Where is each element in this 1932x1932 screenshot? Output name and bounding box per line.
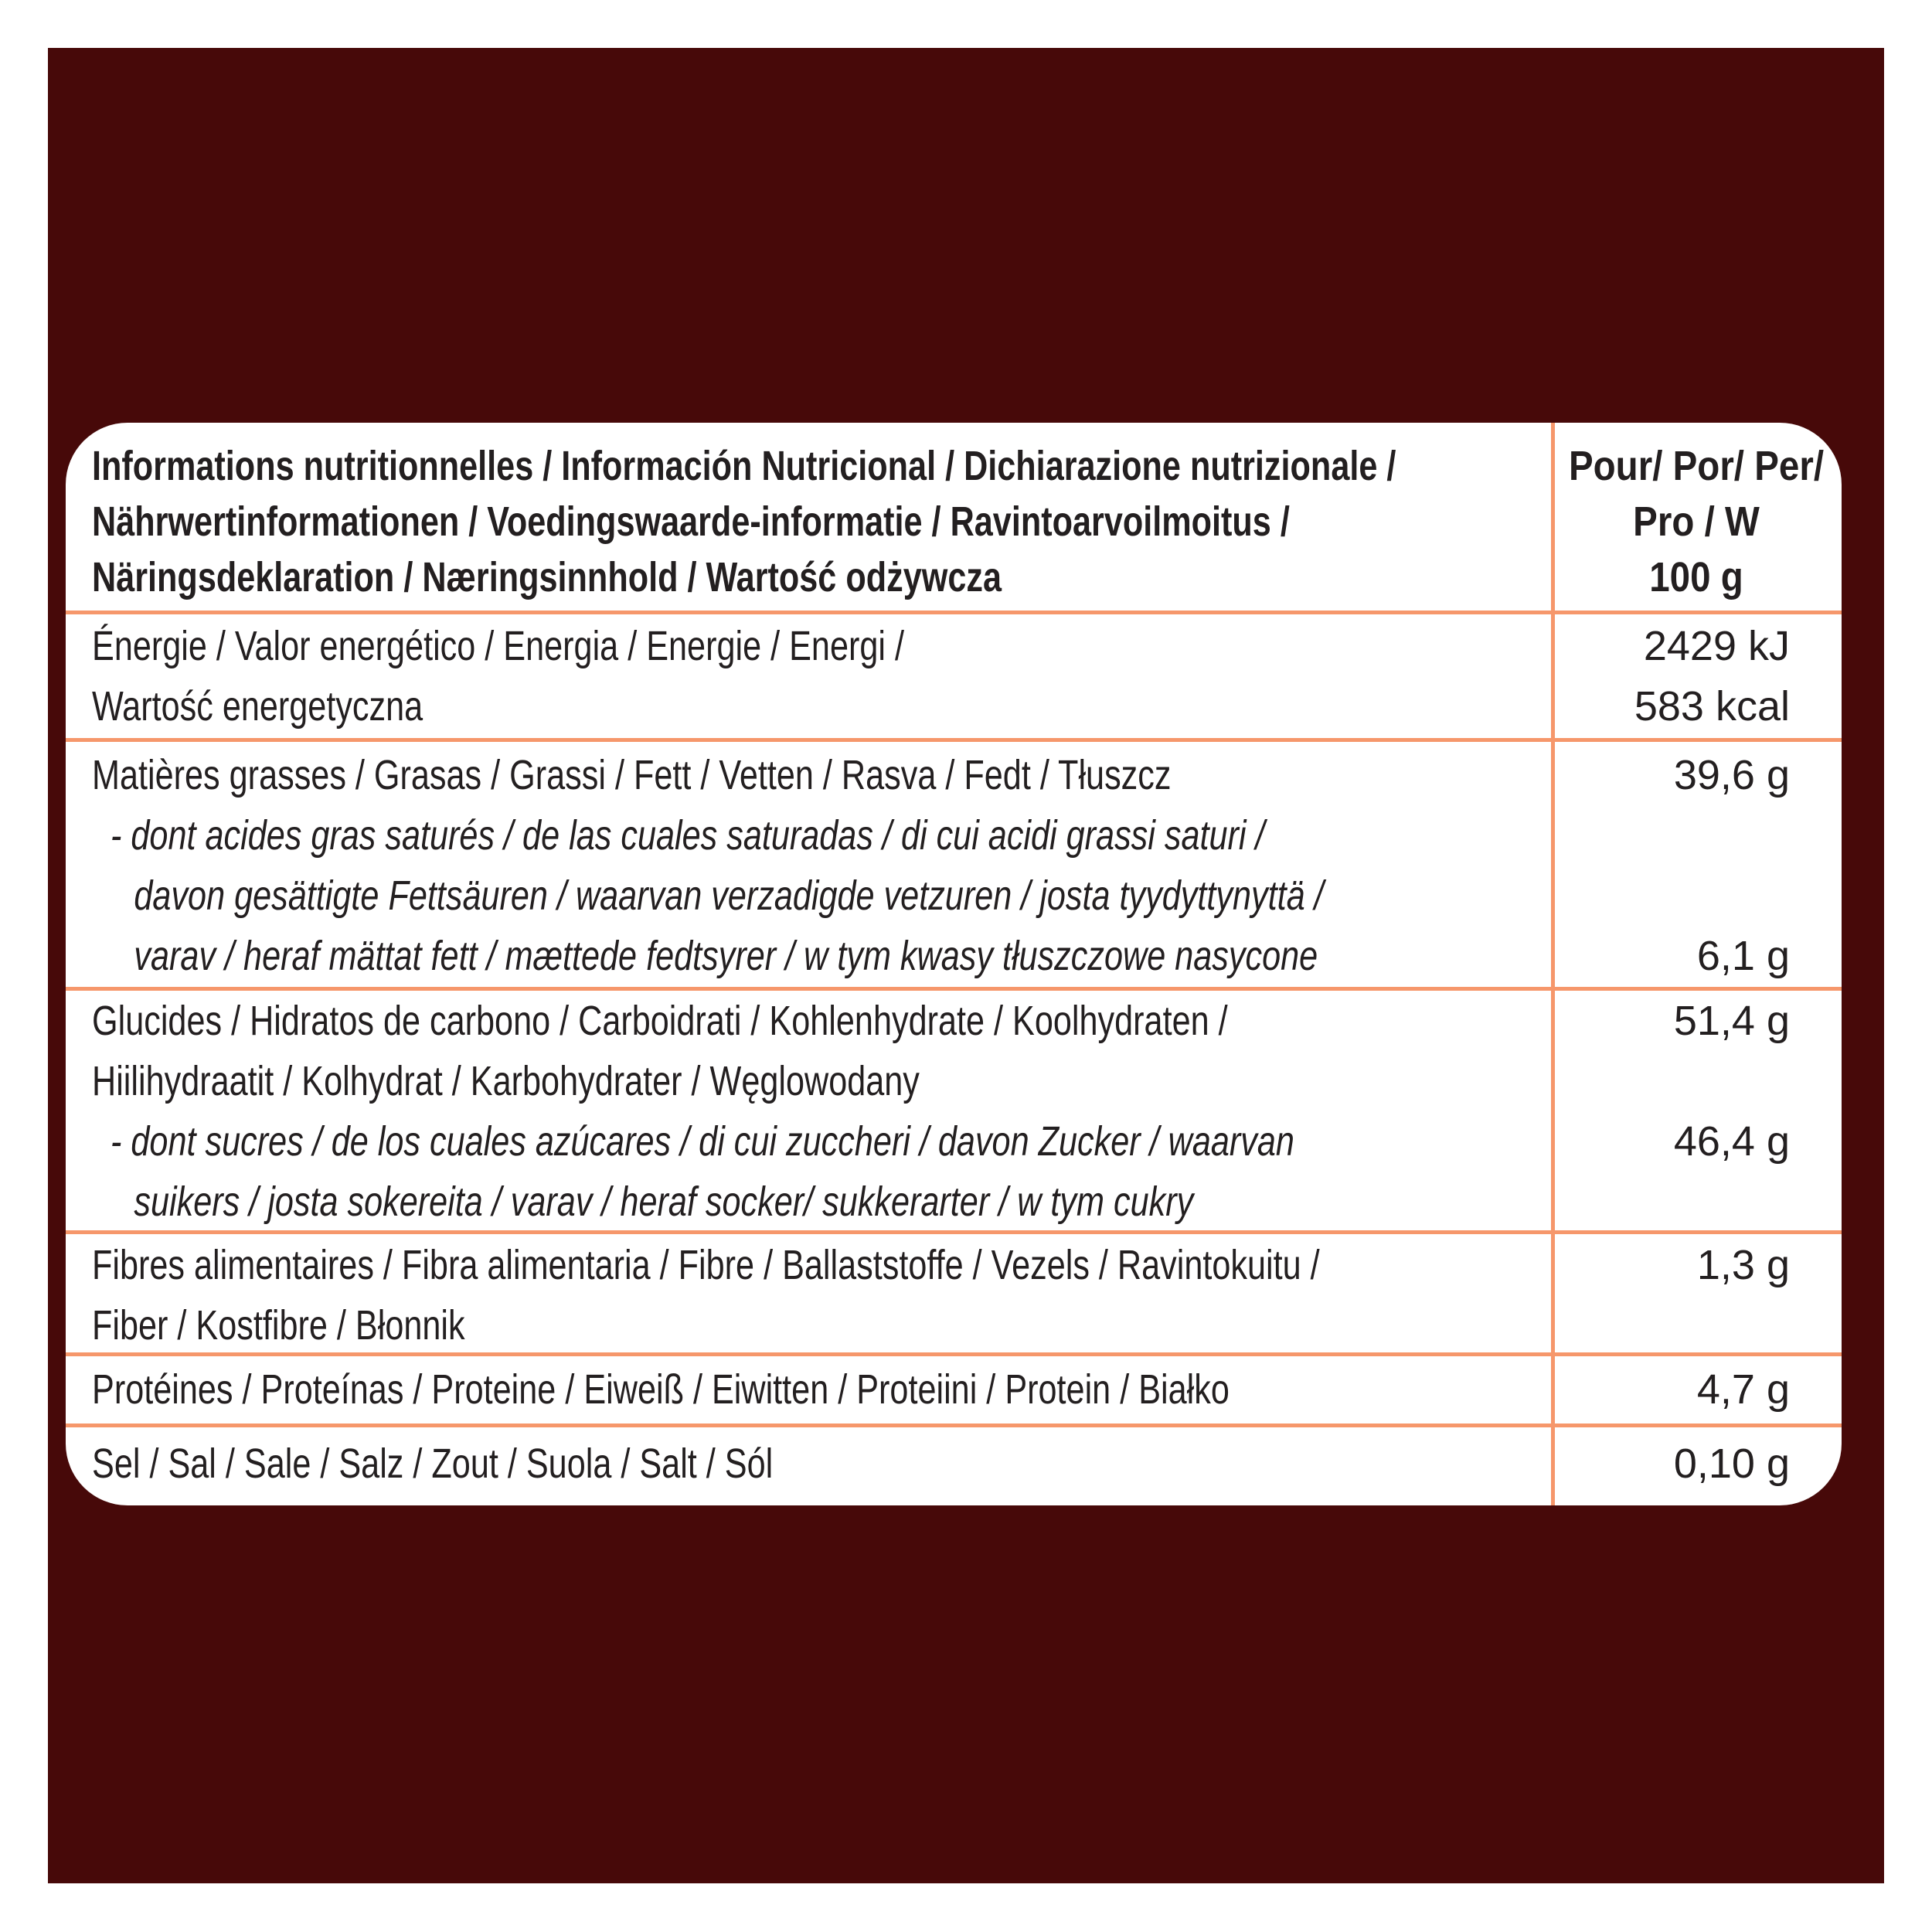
salt-value-cell	[1551, 1434, 1842, 1505]
fiber-value: 1,3 g	[1696, 1242, 1790, 1288]
carbohydrate-label-line-1: Glucides / Hidratos de carbono / Carboidrati / Kohlenhydrate / Koolhydraten /	[92, 998, 1228, 1044]
header-per-100g-lines	[1569, 438, 1825, 605]
salt-label-line-1: Sel / Sal / Sale / Salz / Zout / Suola / Salt / Sól	[92, 1440, 774, 1487]
fiber-row	[66, 1230, 1842, 1352]
protein-value-cell	[1551, 1359, 1842, 1423]
fat-label-lines	[92, 745, 1324, 986]
carbohydrate-row	[66, 987, 1842, 1230]
energy-value-kj: 2429 kJ	[1643, 623, 1790, 669]
salt-row	[66, 1423, 1842, 1505]
saturated-fat-value: 6,1 g	[1696, 933, 1790, 979]
protein-label-cell	[66, 1359, 1551, 1423]
header-title-line-3: Näringsdeklaration / Næringsinnhold / Wartość odżywcza	[92, 554, 1002, 600]
value-column-divider	[1551, 423, 1555, 1505]
carbohydrate-label-line-2: Hiilihydraatit / Kolhydrat / Karbohydrater / Węglowodany	[92, 1058, 920, 1104]
carbohydrate-label-cell	[66, 991, 1551, 1230]
fiber-label-line-2: Fiber / Kostfibre / Błonnik	[92, 1302, 465, 1349]
protein-value: 4,7 g	[1696, 1366, 1790, 1413]
protein-label-lines	[92, 1359, 1259, 1420]
energy-row	[66, 611, 1842, 738]
energy-label-cell	[66, 616, 1551, 738]
sugars-line-1: - dont sucres / de los cuales azúcares / di cui zuccheri / davon Zucker / waarvan	[111, 1118, 1294, 1165]
fat-row	[66, 738, 1842, 987]
header-title-line-1: Informations nutritionnelles / Información Nutricional / Dichiarazione nutrizionale /	[92, 443, 1396, 489]
protein-row	[66, 1352, 1842, 1423]
fiber-label-cell	[66, 1235, 1551, 1352]
nutrition-facts-panel	[66, 423, 1842, 1505]
energy-value-cell	[1551, 616, 1842, 738]
protein-label-line-1: Protéines / Proteínas / Proteine / Eiweiß / Eiwitten / Proteiini / Protein / Białko	[92, 1366, 1230, 1413]
energy-value-kcal: 583 kcal	[1634, 683, 1790, 730]
header-per-100g-cell	[1551, 438, 1842, 611]
header-per-line-2: Pro / W	[1633, 498, 1760, 545]
fiber-value-cell	[1551, 1235, 1842, 1352]
header-title-line-2: Nährwertinformationen / Voedingswaarde-informatie / Ravintoarvoilmoitus /	[92, 498, 1290, 545]
fat-value: 39,6 g	[1673, 752, 1790, 798]
fat-label-cell	[66, 745, 1551, 987]
header-row	[66, 423, 1842, 611]
fat-saturates-line-3: varav / heraf mättat fett / mættede fedtsyrer / w tym kwasy tłuszczowe nasycone	[134, 933, 1318, 979]
fat-value-cell	[1551, 745, 1842, 987]
fat-label-line-1: Matières grasses / Grasas / Grassi / Fett / Vetten / Rasva / Fedt / Tłuszcz	[92, 752, 1172, 798]
label-background	[48, 48, 1884, 1883]
fiber-label-line-1: Fibres alimentaires / Fibra alimentaria / Fibre / Ballaststoffe / Vezels / Ravintokuitu /	[92, 1242, 1320, 1288]
salt-label-lines	[92, 1434, 1259, 1494]
header-title-lines	[92, 438, 1396, 605]
header-per-line-3: 100 g	[1649, 554, 1743, 600]
header-per-line-1: Pour/ Por/ Per/	[1568, 443, 1825, 489]
sugars-value: 46,4 g	[1673, 1118, 1790, 1165]
carbohydrate-label-lines	[92, 991, 1294, 1232]
salt-label-cell	[66, 1434, 1551, 1505]
salt-value: 0,10 g	[1673, 1440, 1790, 1487]
carbohydrate-value-cell	[1551, 991, 1842, 1230]
energy-label-line-1: Énergie / Valor energético / Energia / Energie / Energi /	[92, 623, 904, 669]
fat-saturates-line-2: davon gesättigte Fettsäuren / waarvan verzadigde vetzuren / josta tyydyttynyttä /	[134, 872, 1324, 919]
energy-label-line-2: Wartość energetyczna	[92, 683, 423, 730]
carbohydrate-value: 51,4 g	[1673, 998, 1790, 1044]
header-title-cell	[66, 438, 1551, 611]
fiber-label-lines	[92, 1235, 1320, 1355]
energy-label-lines	[92, 616, 1259, 736]
fat-saturates-line-1: - dont acides gras saturés / de las cuales saturadas / di cui acidi grassi saturi /	[111, 812, 1265, 859]
sugars-line-2: suikers / josta sokereita / varav / heraf socker/ sukkerarter / w tym cukry	[134, 1179, 1194, 1225]
